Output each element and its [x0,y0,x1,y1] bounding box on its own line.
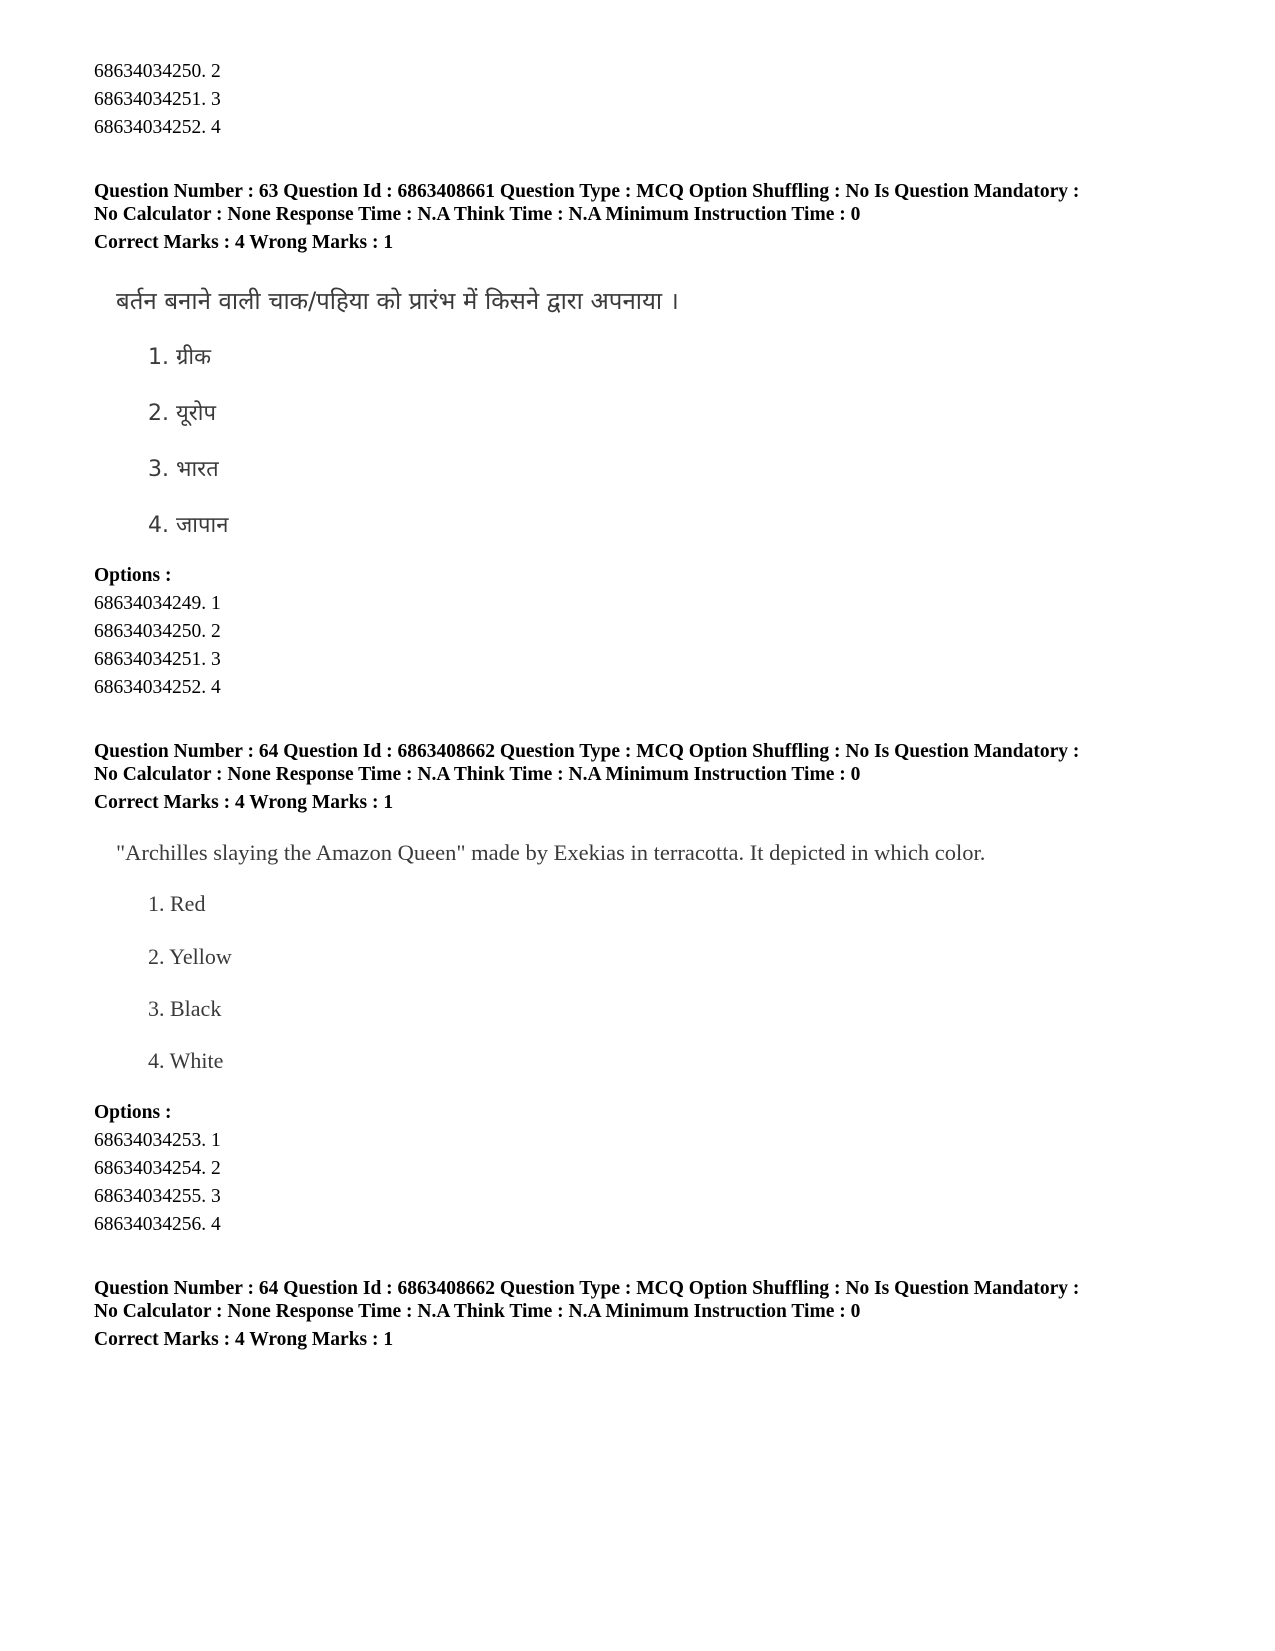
marks-line: Correct Marks : 4 Wrong Marks : 1 [94,232,394,253]
option-line: 68634034255. 3 [94,1186,221,1207]
choice-2: 2. Yellow [148,944,232,969]
option-line: 68634034251. 3 [94,89,221,110]
marks-line: Correct Marks : 4 Wrong Marks : 1 [94,1329,394,1350]
question-header: Question Number : 64 Question Id : 6863408662 Question Type : MCQ Option Shuffling : No Is Question Mandatory : [94,741,1080,762]
marks-line: Correct Marks : 4 Wrong Marks : 1 [94,792,394,813]
choice-2: 2. यूरोप [148,401,216,426]
options-label: Options : [94,1102,172,1123]
option-line: 68634034252. 4 [94,677,221,698]
question-text: बर्तन बनाने वाली चाक/पहिया को प्रारंभ में किसने द्वारा अपनाया । [116,287,679,315]
choice-4: 4. White [148,1048,224,1073]
option-line: 68634034252. 4 [94,117,221,138]
question-header-cont: No Calculator : None Response Time : N.A Think Time : N.A Minimum Instruction Time : 0 [94,204,861,225]
question-header-cont: No Calculator : None Response Time : N.A Think Time : N.A Minimum Instruction Time : 0 [94,1301,861,1322]
choice-4: 4. जापान [148,513,229,538]
choice-3: 3. Black [148,996,222,1021]
option-line: 68634034250. 2 [94,61,221,82]
choice-1: 1. ग्रीक [148,345,211,370]
option-line: 68634034256. 4 [94,1214,221,1235]
options-label: Options : [94,565,172,586]
option-line: 68634034250. 2 [94,621,221,642]
question-header: Question Number : 63 Question Id : 6863408661 Question Type : MCQ Option Shuffling : No Is Question Mandatory : [94,181,1080,202]
question-text: "Archilles slaying the Amazon Queen" made by Exekias in terracotta. It depicted in which color. [116,840,986,865]
choice-3: 3. भारत [148,457,219,482]
option-line: 68634034253. 1 [94,1130,221,1151]
option-line: 68634034254. 2 [94,1158,221,1179]
choice-1: 1. Red [148,891,206,916]
option-line: 68634034249. 1 [94,593,221,614]
question-header-cont: No Calculator : None Response Time : N.A Think Time : N.A Minimum Instruction Time : 0 [94,764,861,785]
question-header: Question Number : 64 Question Id : 6863408662 Question Type : MCQ Option Shuffling : No Is Question Mandatory : [94,1278,1080,1299]
option-line: 68634034251. 3 [94,649,221,670]
